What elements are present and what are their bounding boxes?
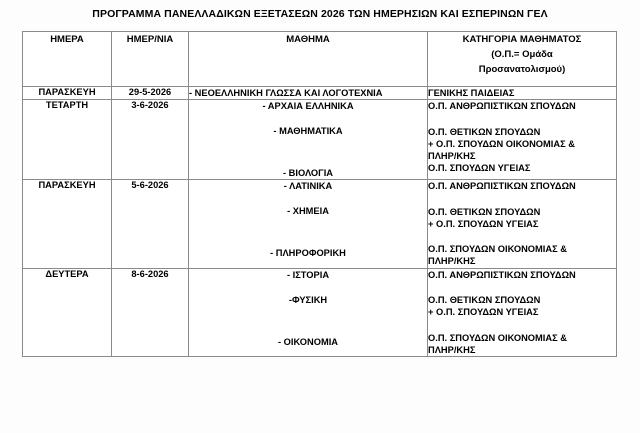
category-header-line-1: ΚΑΤΗΓΟΡΙΑ ΜΑΘΗΜΑΤΟΣ (462, 34, 582, 45)
cell-categories (428, 87, 617, 100)
table-row (23, 100, 617, 180)
subject-item: -ΦΥΣΙΚΗ (288, 294, 328, 305)
cell-subjects (189, 268, 428, 356)
subject-spacer (189, 306, 427, 336)
subject-spacer (189, 192, 427, 205)
category-spacer (428, 113, 616, 126)
category-item: Ο.Π. ΘΕΤΙΚΩΝ ΣΠΟΥΔΩΝ (428, 126, 541, 137)
subject-spacer (189, 137, 427, 167)
subject-spacer (189, 217, 427, 247)
page-title: ΠΡΟΓΡΑΜΜΑ ΠΑΝΕΛΛΑΔΙΚΩΝ ΕΞΕΤΑΣΕΩΝ 2026 ΤΩΝ ΗΜΕΡΗΣΙΩΝ ΚΑΙ ΕΣΠΕΡΙΝΩΝ ΓΕΛ (92, 8, 548, 20)
category-item: + Ο.Π. ΣΠΟΥΔΩΝ ΟΙΚΟΝΟΜΙΑΣ & (428, 138, 575, 149)
category-item: Ο.Π. ΑΝΘΡΩΠΙΣΤΙΚΩΝ ΣΠΟΥΔΩΝ (428, 101, 576, 112)
column-header-date: ΗΜΕΡ/ΝΙΑ (112, 32, 189, 87)
subject-item: - ΙΣΤΟΡΙΑ (286, 269, 330, 280)
category-item: + Ο.Π. ΣΠΟΥΔΩΝ ΥΓΕΙΑΣ (428, 218, 539, 229)
category-item: ΓΕΝΙΚΗΣ ΠΑΙΔΕΙΑΣ (428, 88, 515, 98)
subject-item: - ΑΡΧΑΙΑ ΕΛΛΗΝΙΚΑ (262, 101, 354, 112)
category-item: ΠΛΗΡ/ΚΗΣ (428, 256, 476, 267)
exam-schedule-table (22, 31, 617, 357)
category-item: ΠΛΗΡ/ΚΗΣ (428, 151, 476, 162)
category-item: Ο.Π. ΣΠΟΥΔΩΝ ΟΙΚΟΝΟΜΙΑΣ & (428, 332, 567, 343)
subject-item: - ΒΙΟΛΟΓΙΑ (282, 168, 334, 179)
cell-day: ΔΕΥΤΕΡΑ (23, 268, 112, 356)
subject-item: - ΟΙΚΟΝΟΜΙΑ (278, 336, 338, 347)
category-item: Ο.Π. ΘΕΤΙΚΩΝ ΣΠΟΥΔΩΝ (428, 206, 541, 217)
category-item: Ο.Π. ΑΝΘΡΩΠΙΣΤΙΚΩΝ ΣΠΟΥΔΩΝ (428, 181, 576, 192)
category-item: Ο.Π. ΑΝΘΡΩΠΙΣΤΙΚΩΝ ΣΠΟΥΔΩΝ (428, 269, 576, 280)
cell-subjects (189, 180, 428, 268)
subject-spacer (189, 281, 427, 294)
category-item: + Ο.Π. ΣΠΟΥΔΩΝ ΥΓΕΙΑΣ (428, 307, 539, 318)
table-header-row (23, 32, 617, 87)
cell-day: ΠΑΡΑΣΚΕΥΗ (23, 180, 112, 268)
category-header-line-2: (Ο.Π.= Ομάδα (491, 49, 553, 60)
category-spacer (428, 319, 616, 332)
cell-subjects (189, 100, 428, 180)
cell-date: 8-6-2026 (112, 268, 189, 356)
subject-item: - ΧΗΜΕΙΑ (287, 206, 329, 217)
category-item: Ο.Π. ΣΠΟΥΔΩΝ ΟΙΚΟΝΟΜΙΑΣ & (428, 244, 567, 255)
category-spacer (428, 193, 616, 206)
cell-categories (428, 180, 617, 268)
category-item: ΠΛΗΡ/ΚΗΣ (428, 344, 476, 355)
column-header-category (428, 32, 617, 87)
cell-date: 29-5-2026 (112, 87, 189, 100)
table-row (23, 180, 617, 268)
cell-categories (428, 268, 617, 356)
subject-item: - ΠΛΗΡΟΦΟΡΙΚΗ (270, 248, 346, 259)
cell-categories (428, 100, 617, 180)
category-item: Ο.Π. ΣΠΟΥΔΩΝ ΥΓΕΙΑΣ (428, 163, 531, 174)
subject-item: - ΝΕΟΕΛΛΗΝΙΚΗ ΓΛΩΣΣΑ ΚΑΙ ΛΟΓΟΤΕΧΝΙΑ (189, 88, 383, 98)
category-spacer (428, 230, 616, 243)
category-header-line-3: Προσανατολισμού) (478, 64, 566, 75)
cell-date: 3-6-2026 (112, 100, 189, 180)
column-header-day: ΗΜΕΡΑ (23, 32, 112, 87)
column-header-subject: ΜΑΘΗΜΑ (189, 32, 428, 87)
cell-day: ΤΕΤΑΡΤΗ (23, 100, 112, 180)
subject-item: - ΛΑΤΙΝΙΚΑ (283, 181, 333, 192)
cell-date: 5-6-2026 (112, 180, 189, 268)
subject-spacer (189, 112, 427, 125)
table-row (23, 268, 617, 356)
subject-item: - ΜΑΘΗΜΑΤΙΚΑ (273, 126, 343, 137)
cell-day: ΠΑΡΑΣΚΕΥΗ (23, 87, 112, 100)
category-spacer (428, 281, 616, 294)
table-row (23, 87, 617, 100)
cell-subjects (189, 87, 428, 100)
category-item: Ο.Π. ΘΕΤΙΚΩΝ ΣΠΟΥΔΩΝ (428, 295, 541, 306)
